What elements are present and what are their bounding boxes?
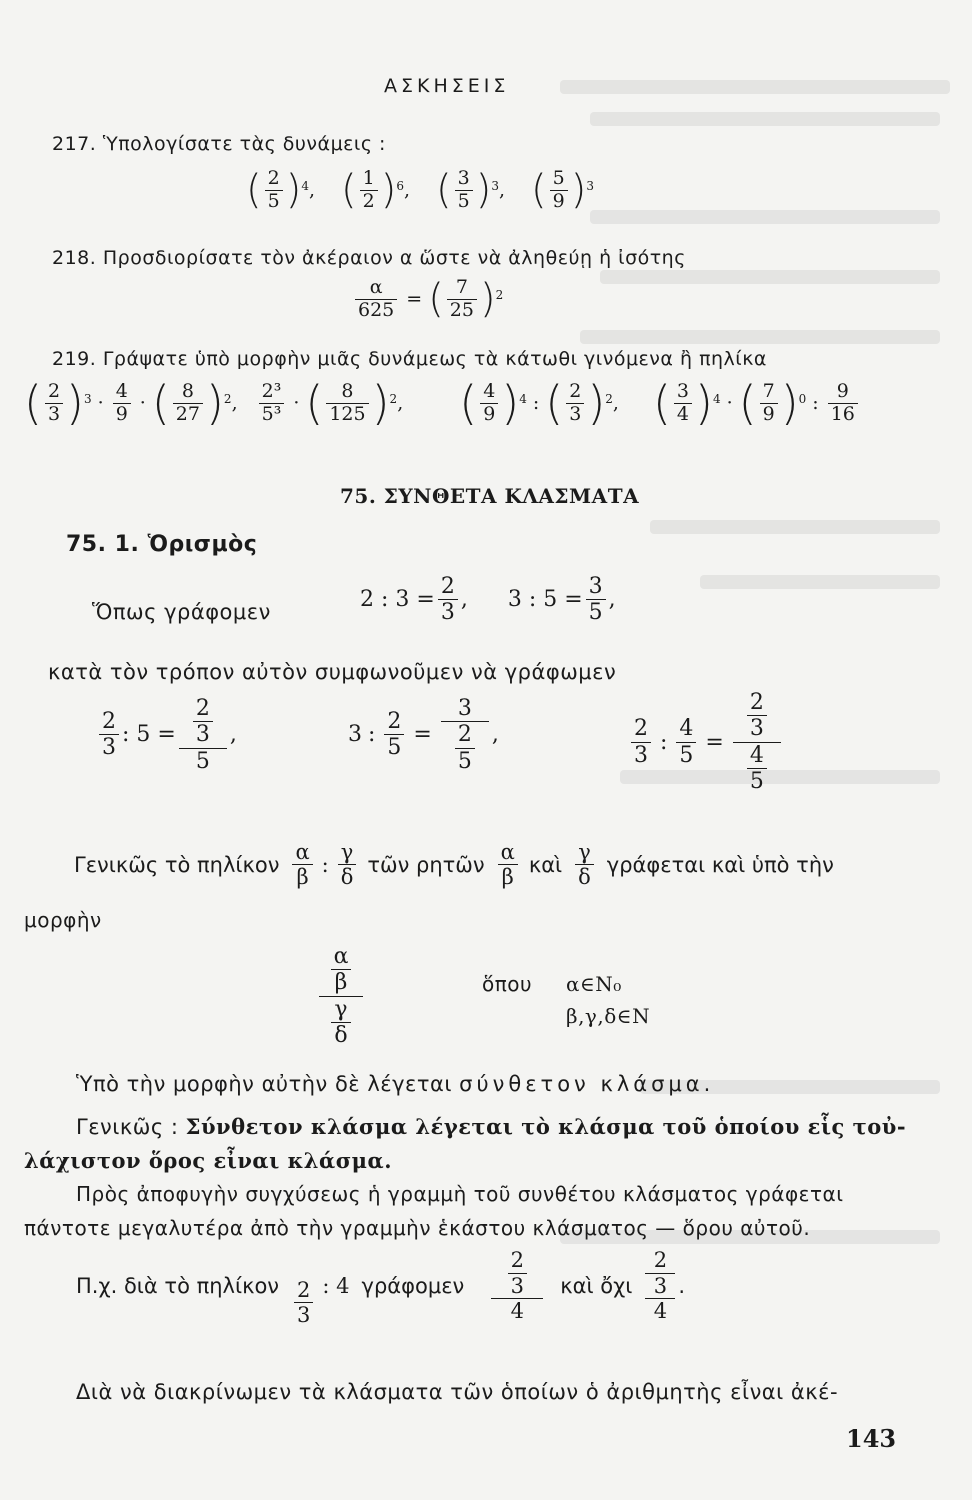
exercise-217-label: 217. Ὑπολογίσατε τὰς δυνάμεις :: [52, 133, 386, 155]
compound-example-1: $\frac{2}{3}$ : 5 = $\frac{\frac{2}{3}}{5}$ ,: [96, 696, 237, 774]
example-line: Π.χ. διὰ τὸ πηλίκον $\frac{2}{3}$ : 4 γράφομεν $\frac{\frac{2}{3}}{4}$ καὶ ὄχι 2 3 4 .: [76, 1248, 686, 1328]
final-line: Διὰ νὰ διακρίνωμεν τὰ κλάσματα τῶν ὁποίων ὁ ἀριθμητὴς εἶναι ἀκέ-: [76, 1380, 839, 1404]
exercise-219-expressions: ( $\frac{2}{3}$ ) $^3$ · $\frac{4}{9}$ · ( $\frac{8}{27}$ ) $^2$ , $\frac{\text{2³}}{\text{5³}}$ · ( $\frac{8}{125}$ ) $^2$ , ( $\frac{4}{9}$ ) $^4$ : ( $\frac{2}{3}$ ) $^2$ , ( $\frac{3}{4}$ ) $^4$ · ( $\frac{7}{9}$ ) $^0$ : $\frac{9}{16}$: [24, 380, 861, 426]
definition-line-3: λάχιστον ὅρος εἶναι κλάσμα.: [24, 1148, 393, 1173]
page-number: 143: [846, 1424, 897, 1453]
avoid-confusion-line-1: Πρὸς ἀποφυγὴν συγχύσεως ἡ γραμμὴ τοῦ συνθέτου κλάσματος γράφεται: [76, 1182, 844, 1206]
compound-example-3: $\frac{2}{3}$ : $\frac{4}{5}$ = $\frac{\frac{2}{3}}{\frac{4}{5}}$: [628, 690, 784, 794]
where-word: ὅπου: [482, 972, 533, 996]
exercise-219-label: 219. Γράψατε ὑπὸ μορφὴν μιᾶς δυνάμεως τὰ κάτωθι γινόμενα ἢ πηλίκα: [52, 348, 767, 370]
general-quotient-line: Γενικῶς τὸ πηλίκον $\frac{\alpha}{\beta}$ : $\frac{\gamma}{\delta}$ τῶν ρητῶν $\frac{\alpha}{\beta}$ καὶ $\frac{\gamma}{\delta}$ γράφεται καὶ ὑπὸ τὴν: [74, 840, 834, 890]
condition-alpha: α∈N₀: [566, 972, 622, 996]
division-examples: 2 : 3 = $\frac{2}{3}$ , 3 : 5 = $\frac{3}{5}$ ,: [360, 574, 616, 626]
form-word: μορφὴν: [24, 908, 102, 932]
exercise-218-equation: $\frac{\alpha}{625}$ = ( $\frac{7}{25}$ ) $^2$: [352, 277, 503, 322]
compound-example-2: 3 : $\frac{2}{5}$ = $\frac{3}{\frac{2}{5}}$ ,: [348, 696, 499, 774]
avoid-confusion-line-2: πάντοτε μεγαλυτέρα ἀπὸ τὴν γραμμὴν ἑκάστου κλάσματος — ὅρου αὐτοῦ.: [24, 1216, 811, 1240]
exercise-217-powers: ( $\frac{2}{5}$ ) $^4$ , ( $\frac{1}{2}$ ) $^6$ , ( $\frac{3}{5}$ ) $^3$ , ( $\frac{5}{9}$ ) $^3$: [246, 167, 594, 214]
definition-line-1: Ὑπὸ τὴν μορφὴν αὐτὴν δὲ λέγεται σύνθετον κλάσμα.: [76, 1072, 715, 1096]
subsection-title: 75. 1. Ὁρισμὸς: [66, 532, 258, 557]
condition-beta-gamma-delta: β,γ,δ∈N: [566, 1004, 651, 1028]
section-title: 75. ΣΥΝΘΕΤΑ ΚΛΑΣΜΑΤΑ: [340, 484, 640, 508]
paragraph-in-this-way: κατὰ τὸν τρόπον αὐτὸν συμφωνοῦμεν νὰ γράφωμεν: [48, 660, 617, 684]
general-compound-fraction: $\frac{\frac{\alpha}{\beta}}{\frac{\gamma}{\delta}}$: [316, 944, 366, 1048]
exercises-header: ΑΣΚΗΣΕΙΣ: [384, 75, 510, 97]
definition-line-2: Γενικῶς : Σύνθετον κλάσμα λέγεται τὸ κλάσμα τοῦ ὁποίου εἷς τοὐ-: [76, 1114, 907, 1139]
exercise-218-label: 218. Προσδιορίσατε τὸν ἀκέραιον α ὥστε νὰ ἀληθεύῃ ἡ ἰσότης: [52, 247, 686, 269]
paragraph-as-we-write: Ὅπως γράφομεν: [92, 600, 271, 624]
